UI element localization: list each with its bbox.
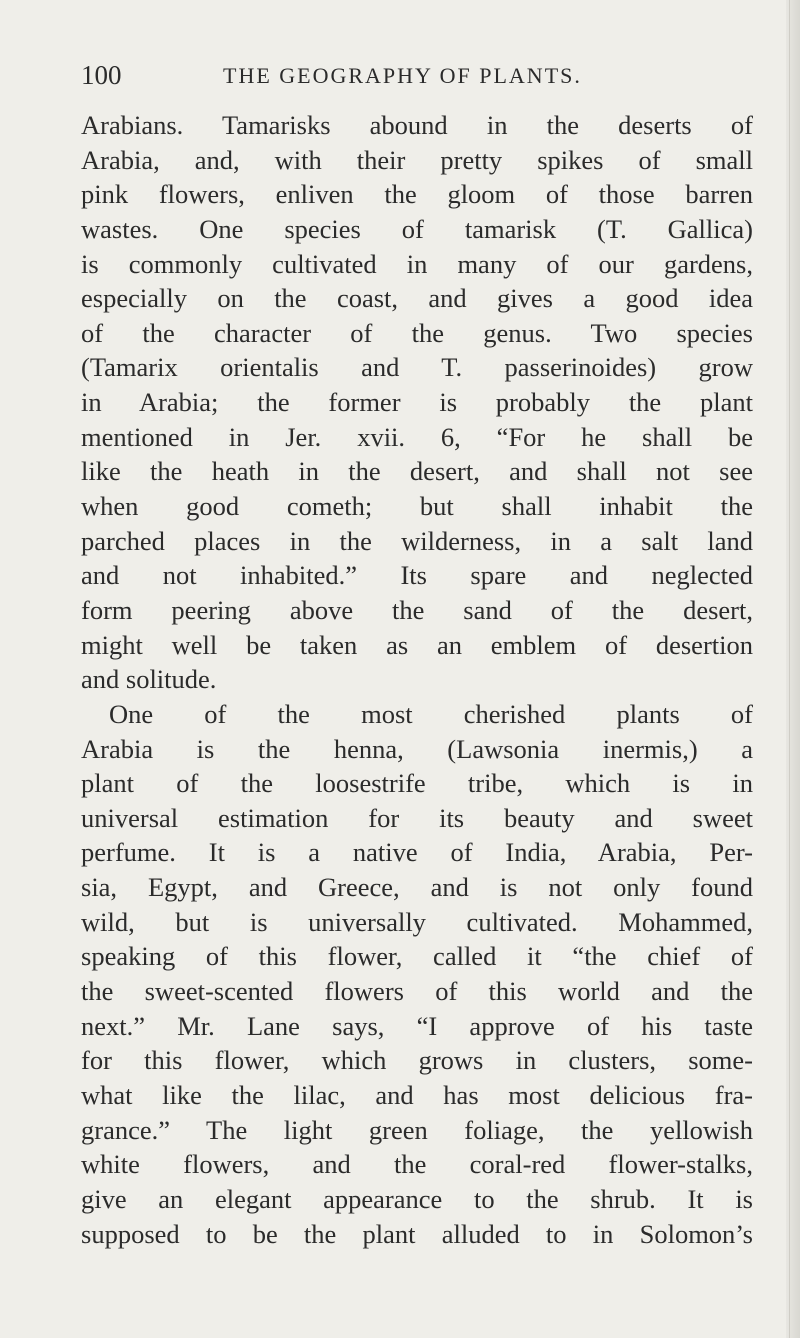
text-line: is commonly cultivated in many of our gardens, xyxy=(81,248,753,279)
text-line: grance.” The light green foliage, the yellowish xyxy=(81,1114,753,1145)
text-line: (Tamarix orientalis and T. passerinoides) grow xyxy=(81,352,753,383)
text-line: might well be taken as an emblem of desertion xyxy=(81,629,753,660)
text-line: plant of the loosestrife tribe, which is in xyxy=(81,768,753,799)
text-line: mentioned in Jer. xvii. 6, “For he shall be xyxy=(81,421,753,452)
text-line: the sweet-scented flowers of this world and the xyxy=(81,976,753,1007)
text-line: Arabians. Tamarisks abound in the deserts of xyxy=(81,110,753,140)
text-line: next.” Mr. Lane says, “I approve of his taste xyxy=(81,1010,753,1041)
text-line: pink flowers, enliven the gloom of those barren xyxy=(81,179,753,210)
text-line: speaking of this flower, called it “the chief of xyxy=(81,941,753,972)
text-line: Arabia, and, with their pretty spikes of small xyxy=(81,144,753,175)
text-line: perfume. It is a native of India, Arabia, Per- xyxy=(81,837,753,868)
paragraph-end-line: and solitude. xyxy=(81,664,217,695)
page-number: 100 xyxy=(81,60,122,90)
text-line: in Arabia; the former is probably the plant xyxy=(81,387,753,418)
running-head: THE GEOGRAPHY OF PLANTS. xyxy=(223,63,582,88)
text-line: universal estimation for its beauty and sweet xyxy=(81,802,753,833)
text-line: give an elegant appearance to the shrub. It is xyxy=(81,1183,753,1214)
text-line: for this flower, which grows in clusters, some- xyxy=(81,1045,753,1076)
body-text xyxy=(81,108,753,1251)
text-line: Arabia is the henna, (Lawsonia inermis,) a xyxy=(81,733,753,764)
page-edge-line xyxy=(789,0,790,1338)
text-line: of the character of the genus. Two species xyxy=(81,317,753,348)
text-line: parched places in the wilderness, in a salt land xyxy=(81,525,753,556)
text-line: especially on the coast, and gives a good idea xyxy=(81,283,753,314)
paragraph-start-line: One of the most cherished plants of xyxy=(109,698,753,729)
text-line: wastes. One species of tamarisk (T. Gallica) xyxy=(81,213,753,244)
text-line: when good cometh; but shall inhabit the xyxy=(81,491,753,522)
text-line: and not inhabited.” Its spare and neglected xyxy=(81,560,753,591)
text-line: form peering above the sand of the desert, xyxy=(81,594,753,625)
text-line: like the heath in the desert, and shall not see xyxy=(81,456,753,487)
text-line: white flowers, and the coral-red flower-stalks, xyxy=(81,1149,753,1180)
text-line: sia, Egypt, and Greece, and is not only found xyxy=(81,872,753,903)
text-line: wild, but is universally cultivated. Mohammed, xyxy=(81,906,753,937)
text-line: what like the lilac, and has most delicious fra- xyxy=(81,1079,753,1110)
page-header xyxy=(81,58,753,92)
text-line: supposed to be the plant alluded to in Solomon’s xyxy=(81,1218,753,1249)
